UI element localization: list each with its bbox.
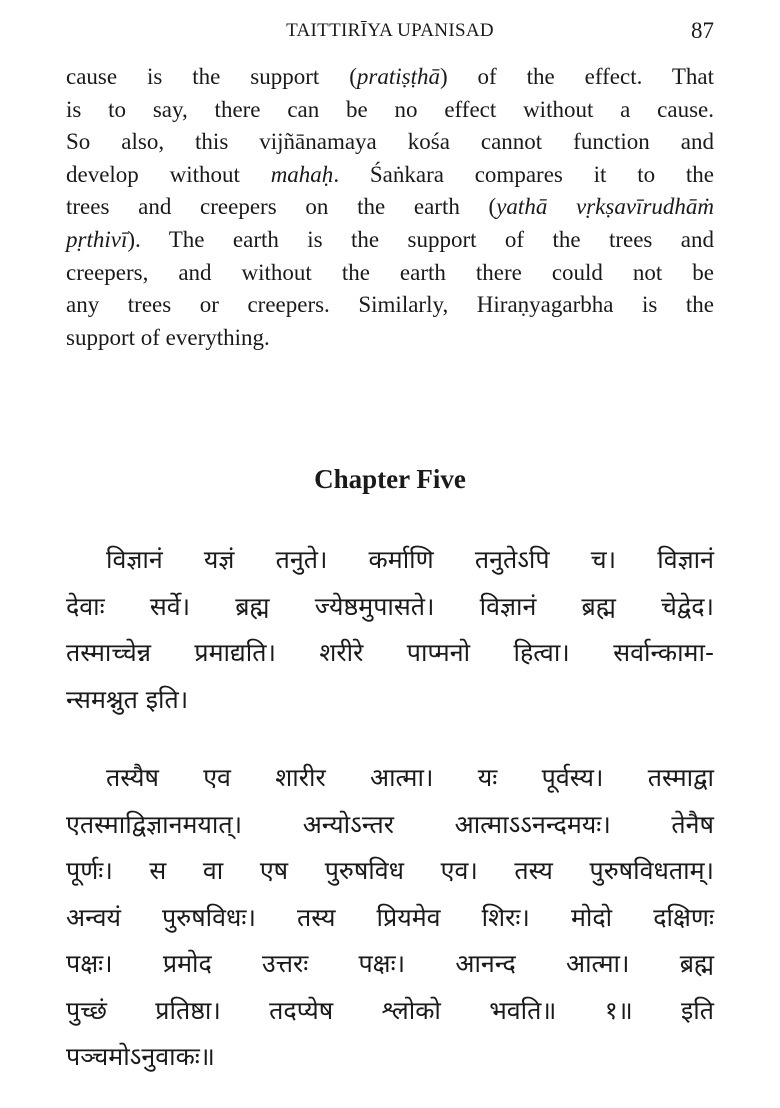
text-line: pṛthivī). The earth is the support of the trees and	[66, 226, 714, 252]
text-line: विज्ञानं यज्ञं तनुते। कर्माणि तनुतेऽपि च। विज्ञानं	[106, 545, 714, 574]
text-line: तस्माच्चेन्न प्रमाद्यति। शरीरे पाप्मनो हित्वा। सर्वान्कामा-	[66, 638, 714, 667]
sanskrit-paragraph-1	[66, 537, 714, 723]
sanskrit-paragraph-2	[66, 755, 714, 1081]
page-number: 87	[691, 18, 714, 43]
text-line: पुच्छं प्रतिष्ठा। तदप्येष श्लोको भवति॥ १॥ इति	[66, 995, 714, 1025]
text-line: तस्यैष एव शारीर आत्मा। यः पूर्वस्य। तस्माद्वा	[106, 763, 714, 792]
text-line: any trees or creepers. Similarly, Hiraṇyagarbha is the	[66, 292, 714, 318]
text-line: is to say, there can be no effect without a cause.	[66, 96, 714, 122]
text-line: support of everything.	[66, 324, 270, 350]
text-line: न्समश्नुत इति।	[66, 684, 189, 714]
text-line: So also, this vijñānamaya kośa cannot function and	[66, 129, 714, 155]
chapter-title: Chapter Five	[314, 464, 466, 494]
english-paragraph	[66, 61, 714, 354]
text-line: cause is the support (pratiṣṭhā) of the effect. That	[66, 64, 714, 89]
text-line: trees and creepers on the earth (yathā vṛkṣavīrudhāṁ	[66, 194, 715, 220]
text-line: पक्षः। प्रमोद उत्तरः पक्षः। आनन्द आत्मा। ब्रह्म	[66, 949, 714, 978]
page-header	[0, 18, 780, 48]
text-line: एतस्माद्विज्ञानमयात्। अन्योऽन्तर आत्माऽऽनन्दमयः। तेनैष	[66, 809, 714, 839]
text-line: creepers, and without the earth there could not be	[66, 259, 714, 285]
text-line: पञ्चमोऽनुवाकः॥	[66, 1042, 215, 1071]
running-title: TAITTIRĪYA UPANISAD	[286, 20, 494, 41]
text-line: develop without mahaḥ. Śaṅkara compares it to the	[66, 161, 714, 187]
text-line: अन्वयं पुरुषविधः। तस्य प्रियमेव शिरः। मोदो दक्षिणः	[66, 902, 714, 932]
text-line: देवाः सर्वे। ब्रह्म ज्येष्ठमुपासते। विज्ञानं ब्रह्म चेद्वेद।	[66, 591, 714, 621]
text-line: पूर्णः। स वा एष पुरुषविध एव। तस्य पुरुषविधताम्।	[66, 856, 714, 885]
